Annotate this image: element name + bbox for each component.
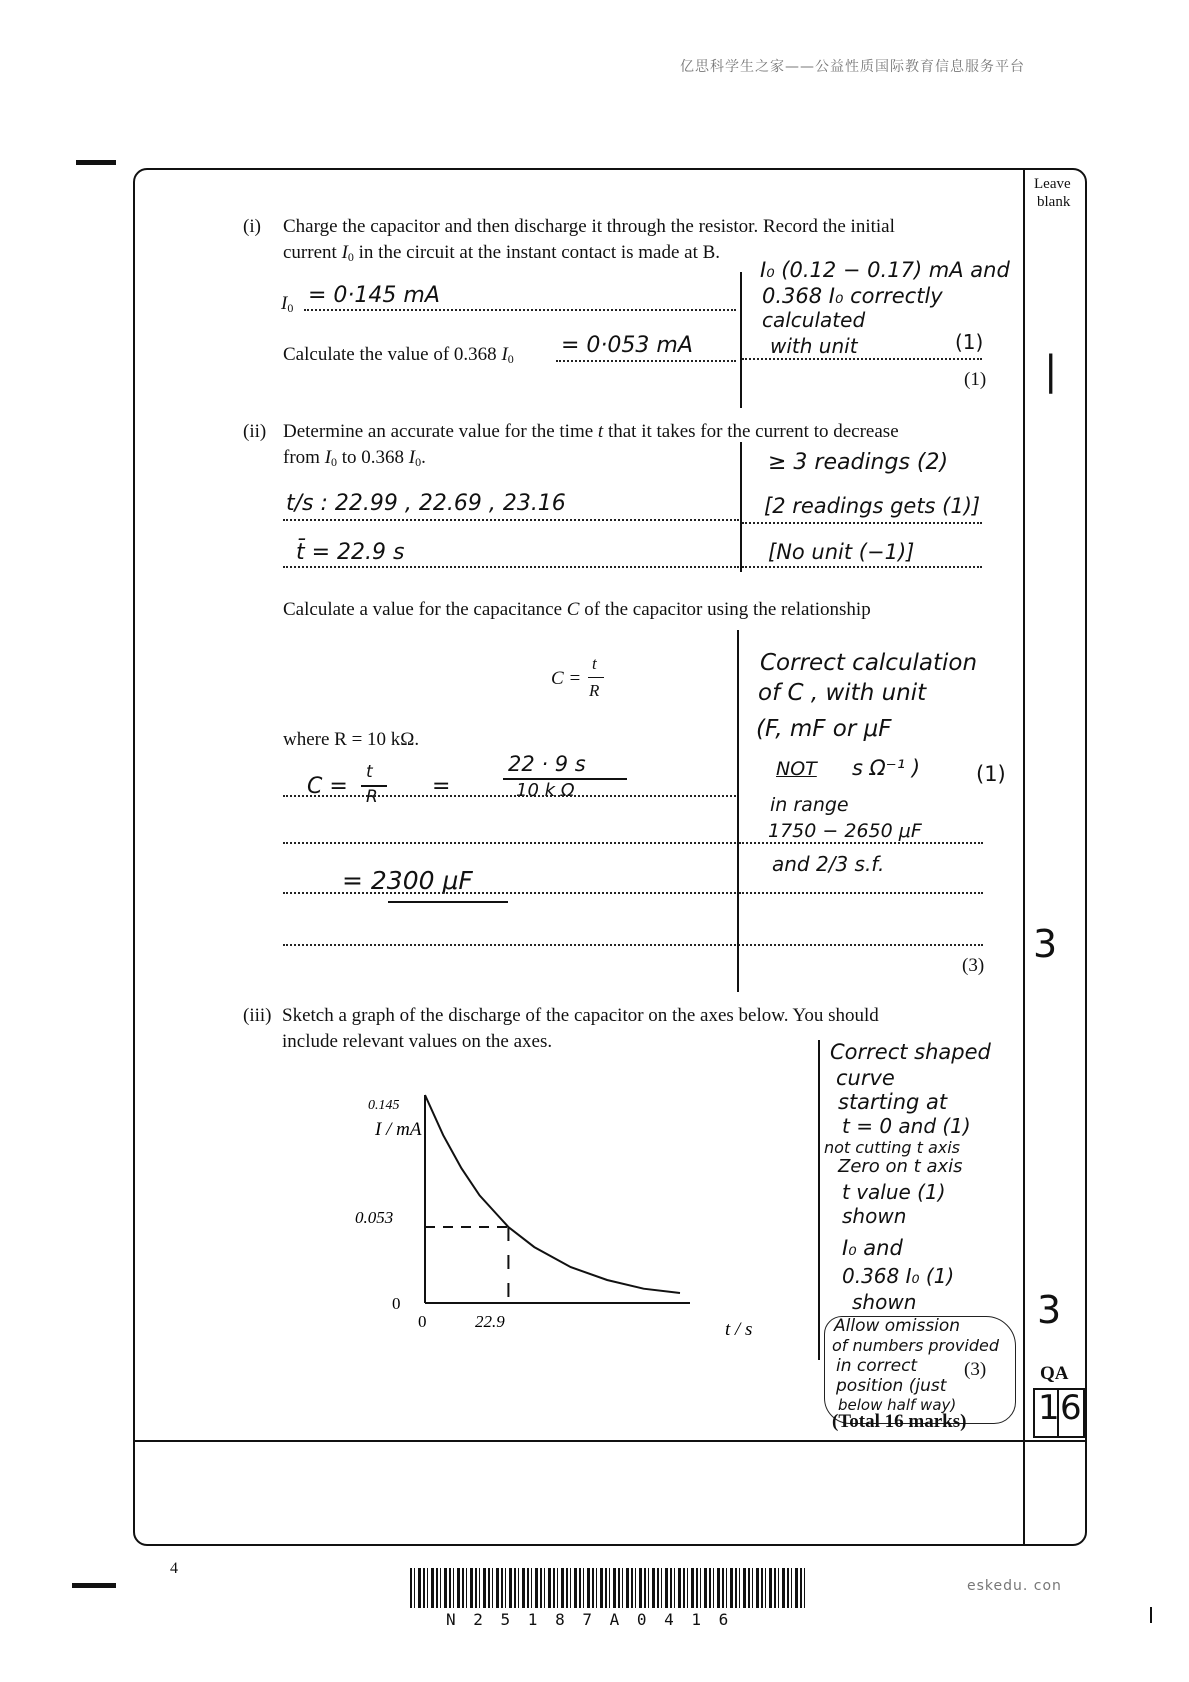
scheme-i-line3: calculated — [762, 308, 866, 332]
leave-label: Leave — [1034, 176, 1071, 192]
scheme-iii-2: curve — [836, 1066, 895, 1090]
scheme-iii-10: 0.368 I₀ (1) — [842, 1264, 955, 1288]
i0-answer: = 0·145 mA — [308, 283, 440, 308]
capacitance-answer: = 2300 μF — [342, 866, 473, 895]
scheme-divider-ii-a — [740, 442, 742, 572]
calc-0368-answer-line — [556, 360, 736, 362]
q-ii-text-line2: from $I_0$ to 0.368 $I_0$. — [283, 447, 426, 469]
scheme-ii-line3 — [739, 842, 983, 844]
scheme-ii-line1 — [742, 522, 982, 524]
work-frac-t: t — [366, 762, 373, 782]
mean-line — [283, 566, 739, 568]
i0-symbol: $I_0$ — [281, 293, 294, 315]
scheme-i-mark: (1) — [955, 330, 984, 354]
scheme-allow-2: of numbers provided — [832, 1336, 999, 1355]
scheme-ii-line4 — [739, 892, 983, 894]
scheme-allow-5: below half way) — [838, 1396, 957, 1414]
scheme-ii-two-readings: [2 readings gets (1)] — [764, 494, 981, 518]
scheme-allow-4: position (just — [836, 1376, 947, 1396]
footer-site: eskedu. con — [967, 1578, 1062, 1594]
work-line-3 — [283, 892, 739, 894]
q-iii-label: (iii) — [243, 1005, 272, 1026]
mean-time: t̄ = 22.9 s — [296, 540, 405, 565]
qa-score-1: 1 — [1038, 1388, 1060, 1428]
q-ii-text-line1: Determine an accurate value for the time t that it takes for the current to decrease — [283, 421, 899, 442]
q-iii-marks: (3) — [964, 1359, 987, 1380]
work-line-1 — [283, 795, 739, 797]
margin-bar-bottom — [72, 1583, 116, 1588]
y-tick-label-2: 0 — [392, 1294, 401, 1313]
scheme-i-line — [742, 358, 982, 360]
barcode — [410, 1568, 806, 1608]
edge-mark — [1150, 1607, 1152, 1623]
scheme-divider-i — [740, 272, 742, 408]
y-tick-label-1: 0.053 — [355, 1208, 394, 1227]
margin-mark-part3: 3 — [1037, 1288, 1062, 1332]
q-i-marks: (1) — [964, 369, 987, 390]
qa-label: QA — [1040, 1363, 1069, 1384]
calc-0368-answer: = 0·053 mA — [561, 333, 693, 358]
work-line-2 — [283, 842, 739, 844]
formula-fraction-bar — [588, 677, 604, 678]
q-i-text-line1: Charge the capacitor and then discharge it through the resistor. Record the initial — [283, 216, 895, 237]
scheme-allow-1: Allow omission — [834, 1316, 961, 1336]
scheme-ii-c7: and 2/3 s.f. — [772, 852, 885, 876]
readings-line — [283, 519, 739, 521]
scheme-iii-7: t value (1) — [842, 1180, 946, 1204]
calc-0368-text: Calculate the value of 0.368 $I_0$ — [283, 344, 514, 366]
q-iii-text-line2: include relevant values on the axes. — [282, 1031, 553, 1052]
where-resistance: where R = 10 kΩ. — [283, 729, 420, 750]
discharge-graph — [350, 1085, 770, 1335]
scheme-ii-c3: (F, mF or μF — [756, 716, 892, 742]
blank-label: blank — [1037, 194, 1071, 210]
q-i-label: (i) — [243, 216, 261, 237]
q-ii-marks: (3) — [962, 955, 985, 976]
leave-blank-divider — [1023, 168, 1025, 1544]
scheme-ii-c1: Correct calculation — [760, 650, 978, 676]
scheme-allow-3: in correct — [836, 1356, 918, 1376]
work-c-equals: C = — [307, 774, 348, 799]
x-axis-label: t / s — [725, 1319, 753, 1335]
scheme-ii-c6: 1750 − 2650 μF — [768, 820, 922, 842]
readings-values: t/s : 22.99 , 22.69 , 23.16 — [286, 491, 566, 516]
answer-underline — [388, 901, 508, 903]
q-ii-label: (ii) — [243, 421, 267, 442]
scheme-iii-6: Zero on t axis — [838, 1156, 963, 1177]
scheme-divider-ii-b — [737, 630, 739, 992]
scheme-i-line4: with unit — [770, 334, 858, 358]
scheme-ii-readings: ≥ 3 readings (2) — [768, 450, 949, 475]
margin-mark-part1: | — [1044, 348, 1058, 394]
scheme-iii-3: starting at — [838, 1090, 948, 1114]
discharge-curve — [425, 1095, 680, 1293]
y-axis-label: I / mA — [375, 1119, 422, 1140]
i0-answer-line — [304, 309, 736, 311]
scheme-ii-c4-rest: s Ω⁻¹ ) — [852, 756, 921, 780]
scheme-iii-9: I₀ and — [842, 1236, 903, 1260]
scheme-i-line1: I₀ (0.12 − 0.17) mA and — [760, 258, 1010, 282]
header-watermark: 亿思科学生之家——公益性质国际教育信息服务平台 — [680, 59, 1025, 75]
total-marks: (Total 16 marks) — [832, 1411, 967, 1432]
scheme-i-line2: 0.368 I₀ correctly — [762, 284, 943, 308]
work-equals: = — [432, 774, 451, 799]
scheme-ii-line2 — [742, 566, 982, 568]
capacitance-instruction: Calculate a value for the capacitance C of the capacitor using the relationship — [283, 599, 871, 620]
qa-score-2: 6 — [1060, 1388, 1082, 1428]
scheme-ii-no-unit: [No unit (−1)] — [768, 540, 915, 564]
scheme-ii-c4-mark: (1) — [976, 762, 1006, 786]
scheme-iii-11: shown — [852, 1290, 917, 1314]
x-tick-label-1: 22.9 — [475, 1312, 505, 1331]
scheme-ii-c2: of C , with unit — [758, 680, 927, 706]
formula-denominator: R — [589, 681, 600, 700]
q-iii-text-line1: Sketch a graph of the discharge of the capacitor on the axes below. You should — [282, 1005, 879, 1026]
margin-bar-top — [76, 160, 116, 165]
scheme-ii-c4-not: NOT — [776, 758, 817, 780]
q-i-text-line2: current $I_0$ in the circuit at the instant contact is made at B. — [283, 242, 721, 264]
scheme-iii-5: not cutting t axis — [824, 1138, 961, 1157]
work-line-4 — [283, 944, 983, 946]
scheme-iii-4: t = 0 and (1) — [842, 1114, 971, 1138]
formula-lhs: C = — [551, 668, 582, 689]
scheme-divider-iii — [818, 1040, 820, 1360]
page-number: 4 — [170, 1560, 178, 1577]
scheme-iii-1: Correct shaped — [830, 1040, 991, 1064]
barcode-text: N 2 5 1 8 7 A 0 4 1 6 — [446, 1610, 733, 1629]
formula-numerator: t — [592, 654, 597, 673]
scheme-ii-c5: in range — [770, 794, 849, 816]
total-divider — [133, 1440, 1085, 1442]
work-denominator: 10 k Ω — [516, 780, 575, 801]
work-numerator: 22 · 9 s — [508, 752, 586, 776]
margin-mark-part2: 3 — [1033, 922, 1058, 966]
scheme-iii-8: shown — [842, 1204, 907, 1228]
x-tick-label-0: 0 — [418, 1312, 427, 1331]
work-frac-r: R — [366, 787, 378, 807]
y-tick-label-0: 0.145 — [368, 1098, 400, 1113]
